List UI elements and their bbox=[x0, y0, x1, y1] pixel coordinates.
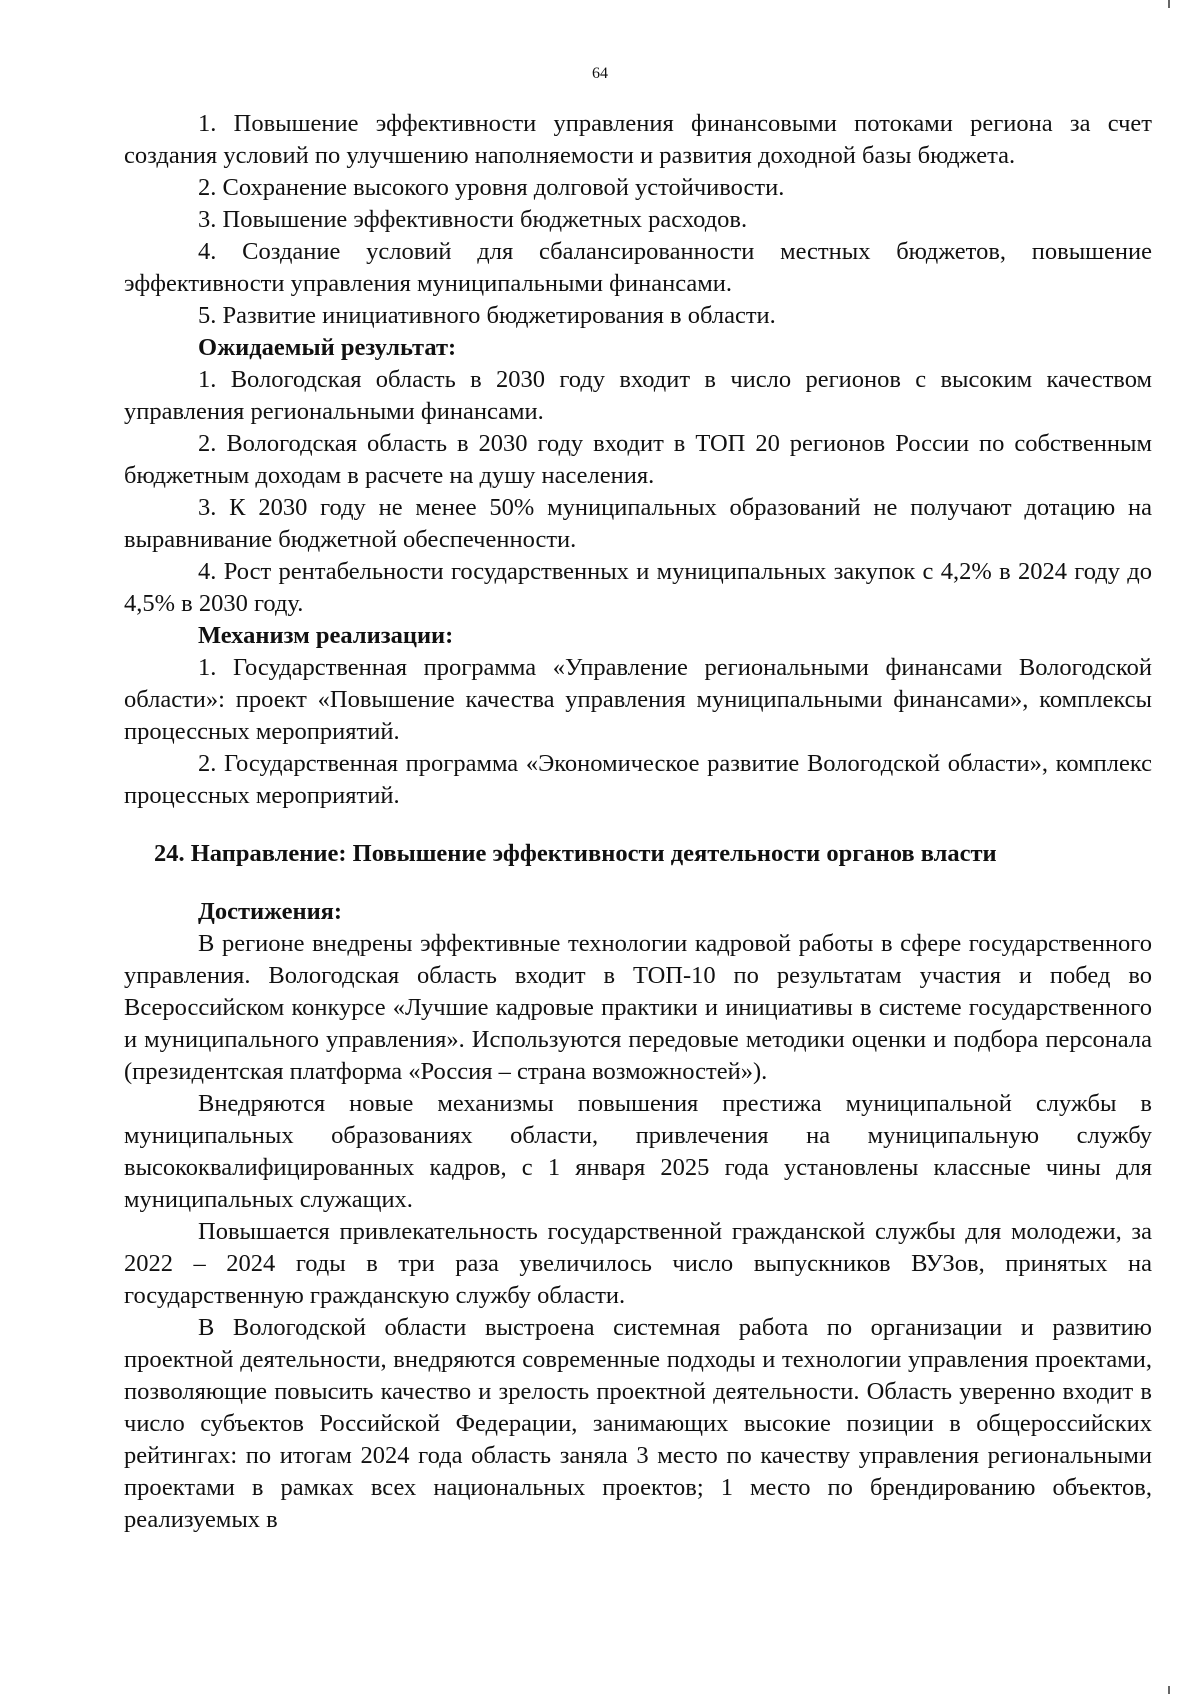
scan-mark bbox=[1168, 1686, 1170, 1694]
achievement-paragraph: Повышается привлекательность государственной гражданской службы для молодежи, за 2022 – 2024 годы в три раза увеличилось число выпускников ВУЗов, принятых на государственную гражданскую службу области. bbox=[124, 1218, 1152, 1309]
section-title: 24. Направление: Повышение эффективности деятельности органов власти bbox=[154, 840, 997, 867]
expected-result-heading: Ожидаемый результат: bbox=[198, 334, 457, 361]
achievement-paragraph: Внедряются новые механизмы повышения престижа муниципальной службы в муниципальных образованиях области, привлечения на муниципальную службу высококвалифицированных кадров, с 1 января 2025 года установлены классные чины для муниципальных служащих. bbox=[124, 1090, 1152, 1213]
expected-result-item: 1. Вологодская область в 2030 году входит в число регионов с высоким качеством управления региональными финансами. bbox=[124, 366, 1152, 425]
goal-item: 5. Развитие инициативного бюджетирования в области. bbox=[198, 302, 776, 329]
expected-result-item: 4. Рост рентабельности государственных и муниципальных закупок с 4,2% в 2024 году до 4,5% в 2030 году. bbox=[124, 558, 1152, 617]
goal-item: 1. Повышение эффективности управления финансовыми потоками региона за счет создания условий по улучшению наполняемости и развития доходной базы бюджета. bbox=[124, 110, 1152, 169]
mechanism-item: 1. Государственная программа «Управление региональными финансами Вологодской области»: проект «Повышение качества управления муниципальными финансами», комплексы процессных мероприятий. bbox=[124, 654, 1152, 745]
goal-item: 3. Повышение эффективности бюджетных расходов. bbox=[198, 206, 748, 233]
achievements-heading: Достижения: bbox=[198, 898, 343, 925]
mechanism-heading: Механизм реализации: bbox=[198, 622, 454, 649]
goal-item: 4. Создание условий для сбалансированности местных бюджетов, повышение эффективности управления муниципальными финансами. bbox=[124, 238, 1152, 297]
expected-result-item: 2. Вологодская область в 2030 году входит в ТОП 20 регионов России по собственным бюджетным доходам в расчете на душу населения. bbox=[124, 430, 1152, 489]
goal-item: 2. Сохранение высокого уровня долговой устойчивости. bbox=[198, 174, 785, 201]
scan-mark bbox=[1168, 0, 1170, 8]
achievement-paragraph: В регионе внедрены эффективные технологии кадровой работы в сфере государственного управления. Вологодская область входит в ТОП-10 по результатам участия и побед во Всероссийском конкурсе «Лучшие кадровые практики и инициативы в системе государственного и муниципального управления». Используются передовые методики оценки и подбора персонала (президентская платформа «Россия – страна возможностей»). bbox=[124, 930, 1152, 1085]
document-body bbox=[124, 108, 1152, 1536]
spacer bbox=[124, 870, 1152, 896]
mechanism-item: 2. Государственная программа «Экономическое развитие Вологодской области», комплекс процессных мероприятий. bbox=[124, 750, 1152, 809]
page-number: 64 bbox=[592, 65, 608, 82]
achievement-paragraph: В Вологодской области выстроена системная работа по организации и развитию проектной деятельности, внедряются современные подходы и технологии управления проектами, позволяющие повысить качество и зрелость проектной деятельности. Область уверенно входит в число субъектов Российской Федерации, занимающих высокие позиции в общероссийских рейтингах: по итогам 2024 года область заняла 3 место по качеству управления региональными проектами в рамках всех национальных проектов; 1 место по брендированию объектов, реализуемых в bbox=[124, 1314, 1152, 1533]
expected-result-item: 3. К 2030 году не менее 50% муниципальных образований не получают дотацию на выравнивание бюджетной обеспеченности. bbox=[124, 494, 1152, 553]
